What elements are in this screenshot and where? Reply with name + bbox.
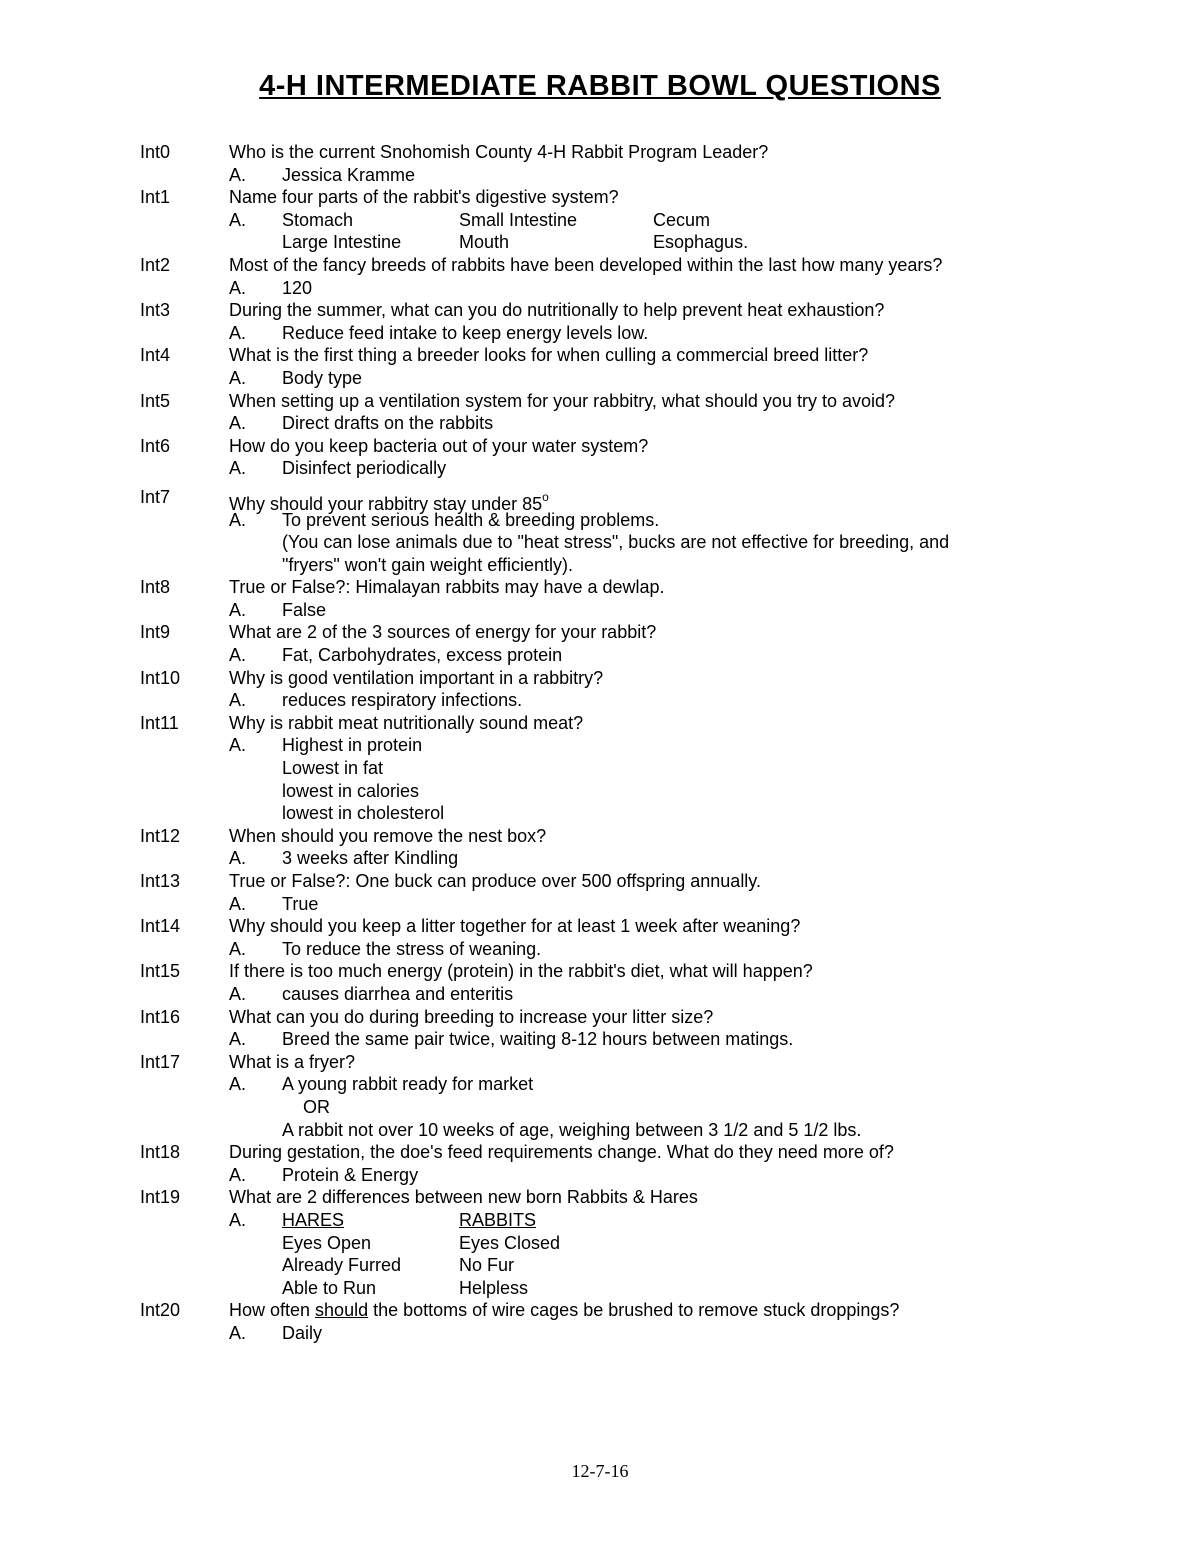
question-id: Int10 bbox=[140, 667, 181, 688]
answer-label: A. bbox=[229, 413, 247, 434]
answer-line bbox=[0, 644, 1200, 667]
answer-label: A. bbox=[229, 367, 247, 388]
question-id: Int19 bbox=[140, 1187, 181, 1208]
question-line bbox=[0, 299, 1200, 322]
answer-label: A. bbox=[229, 938, 247, 959]
answer-label: A. bbox=[229, 1074, 247, 1095]
answer-line bbox=[0, 1322, 1200, 1345]
answer-text: (You can lose animals due to "heat stress", bucks are not effective for breeding, and bbox=[282, 532, 950, 553]
question-text: What can you do during breeding to increase your litter size? bbox=[229, 1006, 714, 1027]
answer-label: A. bbox=[229, 1029, 247, 1050]
answer-label: A. bbox=[229, 1209, 247, 1230]
answer-label: A. bbox=[229, 164, 247, 185]
question-text: What are 2 differences between new born Rabbits & Hares bbox=[229, 1187, 698, 1208]
question-id: Int5 bbox=[140, 390, 171, 411]
question-line bbox=[0, 667, 1200, 690]
answer-text: Daily bbox=[282, 1322, 323, 1343]
answer-line bbox=[0, 209, 1200, 232]
question-text: What is a fryer? bbox=[229, 1051, 356, 1072]
question-line bbox=[0, 621, 1200, 644]
question-line bbox=[0, 1006, 1200, 1029]
answer-text: Jessica Kramme bbox=[282, 164, 416, 185]
answer-line bbox=[0, 757, 1200, 780]
answer-line bbox=[0, 689, 1200, 712]
answer-text: reduces respiratory infections. bbox=[282, 690, 523, 711]
answer-cell: Cecum bbox=[653, 209, 711, 230]
question-line bbox=[0, 576, 1200, 599]
answer-header-rabbits: RABBITS bbox=[459, 1209, 537, 1230]
answer-text: Protein & Energy bbox=[282, 1164, 419, 1185]
question-id: Int13 bbox=[140, 871, 181, 891]
answer-label: A. bbox=[229, 735, 247, 756]
question-line bbox=[0, 870, 1200, 893]
question-text: When setting up a ventilation system for your rabbitry, what should you try to avoid? bbox=[229, 390, 895, 411]
answer-cell: Large Intestine bbox=[282, 232, 402, 253]
question-text-part: the bottoms of wire cages be brushed to remove stuck droppings? bbox=[368, 1300, 900, 1321]
answer-line bbox=[0, 277, 1200, 300]
question-text: Who is the current Snohomish County 4-H Rabbit Program Leader? bbox=[229, 142, 769, 162]
answer-text: To prevent serious health & breeding problems. bbox=[282, 509, 660, 530]
question-id: Int17 bbox=[140, 1051, 181, 1072]
question-line bbox=[0, 915, 1200, 938]
answer-text: Body type bbox=[282, 367, 363, 388]
answer-text: A rabbit not over 10 weeks of age, weighing between 3 1/2 and 5 1/2 lbs. bbox=[282, 1119, 862, 1140]
answer-cell: No Fur bbox=[459, 1255, 515, 1276]
answer-cell: Stomach bbox=[282, 209, 354, 230]
answer-label: A. bbox=[229, 322, 247, 343]
question-id: Int0 bbox=[140, 142, 171, 162]
question-id: Int6 bbox=[140, 435, 171, 456]
answer-line bbox=[0, 599, 1200, 622]
question-line bbox=[0, 344, 1200, 367]
answer-cell: Esophagus. bbox=[653, 232, 749, 253]
answer-line bbox=[0, 1277, 1200, 1300]
question-line bbox=[0, 712, 1200, 735]
question-id: Int14 bbox=[140, 916, 181, 937]
answer-line bbox=[0, 509, 1200, 532]
answer-line bbox=[0, 412, 1200, 435]
answer-line bbox=[0, 367, 1200, 390]
answer-label: A. bbox=[229, 1322, 247, 1343]
question-id: Int20 bbox=[140, 1300, 181, 1321]
question-id: Int11 bbox=[140, 712, 179, 733]
answer-text: lowest in calories bbox=[282, 780, 420, 801]
question-text: Why is good ventilation important in a rabbitry? bbox=[229, 667, 604, 688]
answer-line bbox=[0, 1232, 1200, 1255]
answer-text: 3 weeks after Kindling bbox=[282, 848, 459, 869]
page-title: 4-H INTERMEDIATE RABBIT BOWL QUESTIONS bbox=[259, 70, 941, 102]
question-text: During the summer, what can you do nutritionally to help prevent heat exhaustion? bbox=[229, 300, 885, 321]
question-text: True or False?: Himalayan rabbits may have a dewlap. bbox=[229, 577, 665, 598]
answer-cell: Eyes Open bbox=[282, 1232, 372, 1253]
question-id: Int15 bbox=[140, 961, 181, 982]
question-line bbox=[0, 825, 1200, 848]
question-id: Int18 bbox=[140, 1142, 181, 1163]
answer-line bbox=[0, 1028, 1200, 1051]
answer-text: A young rabbit ready for market bbox=[282, 1074, 534, 1095]
question-line bbox=[0, 186, 1200, 209]
answer-text: Lowest in fat bbox=[282, 758, 384, 779]
answer-line bbox=[0, 734, 1200, 757]
answer-line bbox=[0, 1119, 1200, 1142]
question-line bbox=[0, 1141, 1200, 1164]
answer-line bbox=[0, 164, 1200, 187]
answer-line bbox=[0, 322, 1200, 345]
question-text-main: Why should your rabbitry stay under 85 bbox=[229, 493, 543, 514]
answer-line bbox=[0, 1254, 1200, 1277]
question-id: Int4 bbox=[140, 345, 171, 366]
question-id: Int16 bbox=[140, 1006, 181, 1027]
answer-text: True bbox=[282, 893, 319, 914]
answer-line bbox=[0, 457, 1200, 480]
answer-cell: Small Intestine bbox=[459, 209, 578, 230]
question-text: What are 2 of the 3 sources of energy for your rabbit? bbox=[229, 622, 657, 643]
question-id: Int9 bbox=[140, 622, 171, 643]
question-text: When should you remove the nest box? bbox=[229, 825, 547, 846]
answer-line bbox=[0, 938, 1200, 961]
answer-line bbox=[0, 1209, 1200, 1232]
question-id: Int7 bbox=[140, 486, 171, 507]
answer-line bbox=[0, 231, 1200, 254]
answer-text: causes diarrhea and enteritis bbox=[282, 983, 514, 1004]
answer-text: Direct drafts on the rabbits bbox=[282, 413, 494, 434]
question-id: Int3 bbox=[140, 300, 171, 321]
answer-text: 120 bbox=[282, 277, 313, 298]
answer-cell: Helpless bbox=[459, 1277, 529, 1298]
answer-label: A. bbox=[229, 599, 247, 620]
question-line bbox=[0, 1186, 1200, 1209]
answer-line bbox=[0, 1164, 1200, 1187]
question-id: Int2 bbox=[140, 254, 171, 275]
question-line bbox=[0, 390, 1200, 413]
question-text: How do you keep bacteria out of your water system? bbox=[229, 435, 649, 456]
question-text: What is the first thing a breeder looks for when culling a commercial breed litter? bbox=[229, 345, 869, 366]
answer-text: Disinfect periodically bbox=[282, 458, 447, 479]
question-line bbox=[0, 1299, 1200, 1322]
answer-text: To reduce the stress of weaning. bbox=[282, 938, 542, 959]
question-text: True or False?: One buck can produce over 500 offspring annually. bbox=[229, 871, 761, 891]
answer-cell: Mouth bbox=[459, 232, 510, 253]
answer-line bbox=[0, 802, 1200, 825]
question-text: Why is rabbit meat nutritionally sound meat? bbox=[229, 712, 584, 733]
answer-text: Fat, Carbohydrates, excess protein bbox=[282, 645, 563, 666]
answer-text: Reduce feed intake to keep energy levels low. bbox=[282, 322, 649, 343]
answer-label: A. bbox=[229, 848, 247, 869]
answer-label: A. bbox=[229, 690, 247, 711]
question-line bbox=[0, 254, 1200, 277]
answer-line bbox=[0, 1073, 1200, 1096]
question-text: Name four parts of the rabbit's digestive system? bbox=[229, 187, 619, 208]
question-line bbox=[0, 435, 1200, 458]
answer-label: A. bbox=[229, 509, 247, 530]
answer-text: "fryers" won't gain weight efficiently). bbox=[282, 554, 574, 575]
answer-header-hares: HARES bbox=[282, 1209, 345, 1230]
answer-line bbox=[0, 983, 1200, 1006]
answer-label: A. bbox=[229, 277, 247, 298]
answer-or: OR bbox=[303, 1096, 330, 1117]
question-id: Int1 bbox=[140, 187, 171, 208]
answer-cell: Able to Run bbox=[282, 1277, 377, 1298]
answer-line bbox=[0, 554, 1200, 577]
question-line bbox=[0, 960, 1200, 983]
answer-line bbox=[0, 1096, 1200, 1119]
answer-text: False bbox=[282, 599, 327, 620]
answer-text: Breed the same pair twice, waiting 8-12 hours between matings. bbox=[282, 1029, 794, 1050]
question-line bbox=[0, 486, 1200, 514]
answer-text: lowest in cholesterol bbox=[282, 803, 445, 824]
question-list bbox=[0, 141, 1200, 1344]
answer-label: A. bbox=[229, 209, 247, 230]
question-id: Int8 bbox=[140, 577, 171, 598]
answer-line bbox=[0, 780, 1200, 803]
answer-text: Highest in protein bbox=[282, 735, 423, 756]
answer-cell: Already Furred bbox=[282, 1255, 402, 1276]
answer-label: A. bbox=[229, 893, 247, 914]
question-text-emphasis: should bbox=[315, 1300, 369, 1321]
answer-label: A. bbox=[229, 645, 247, 666]
answer-line bbox=[0, 893, 1200, 916]
question-text: During gestation, the doe's feed requirements change. What do they need more of? bbox=[229, 1142, 894, 1163]
question-text: Why should you keep a litter together for at least 1 week after weaning? bbox=[229, 916, 801, 937]
answer-line bbox=[0, 531, 1200, 554]
question-text bbox=[229, 1299, 899, 1322]
answer-label: A. bbox=[229, 458, 247, 479]
answer-label: A. bbox=[229, 983, 247, 1004]
degree-symbol: o bbox=[542, 489, 549, 504]
question-line bbox=[0, 141, 1200, 164]
question-id: Int12 bbox=[140, 825, 181, 846]
question-text-part: How often bbox=[229, 1300, 316, 1321]
answer-line bbox=[0, 847, 1200, 870]
question-line bbox=[0, 1051, 1200, 1074]
answer-label: A. bbox=[229, 1164, 247, 1185]
page-footer-date: 12-7-16 bbox=[571, 1461, 629, 1481]
answer-cell: Eyes Closed bbox=[459, 1232, 561, 1253]
question-text: If there is too much energy (protein) in the rabbit's diet, what will happen? bbox=[229, 961, 813, 982]
question-text: Most of the fancy breeds of rabbits have been developed within the last how many years? bbox=[229, 254, 943, 275]
